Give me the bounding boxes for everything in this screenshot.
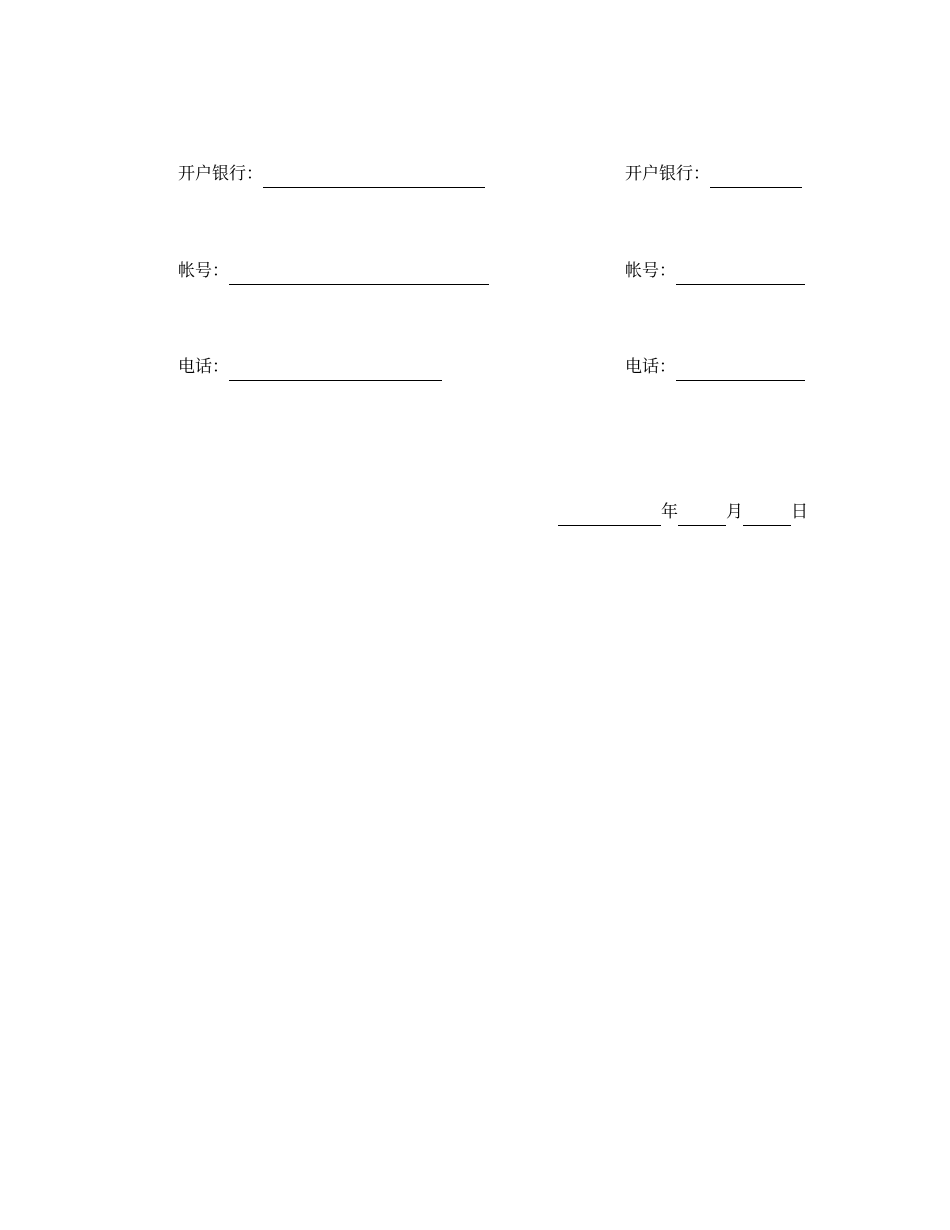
- left-account-label: 帐号：: [178, 261, 229, 281]
- left-bank-field: [178, 160, 485, 184]
- year-label: 年: [661, 502, 678, 522]
- left-bank-label: 开户银行：: [178, 164, 263, 184]
- date-line: [558, 498, 808, 522]
- month-blank[interactable]: [678, 505, 726, 526]
- left-account-blank[interactable]: [229, 264, 489, 285]
- day-blank[interactable]: [743, 505, 791, 526]
- right-phone-blank[interactable]: [676, 360, 805, 381]
- day-label: 日: [791, 502, 808, 522]
- left-phone-blank[interactable]: [229, 360, 442, 381]
- right-account-label: 帐号：: [625, 261, 676, 281]
- left-account-field: [178, 257, 489, 281]
- left-phone-field: [178, 353, 442, 377]
- year-blank[interactable]: [558, 505, 661, 526]
- right-account-blank[interactable]: [676, 264, 805, 285]
- right-bank-field: [625, 160, 802, 184]
- right-bank-label: 开户银行：: [625, 164, 710, 184]
- right-phone-label: 电话：: [625, 357, 676, 377]
- right-bank-blank[interactable]: [710, 167, 802, 188]
- left-bank-blank[interactable]: [263, 167, 485, 188]
- right-phone-field: [625, 353, 805, 377]
- month-label: 月: [726, 502, 743, 522]
- right-account-field: [625, 257, 805, 281]
- left-phone-label: 电话：: [178, 357, 229, 377]
